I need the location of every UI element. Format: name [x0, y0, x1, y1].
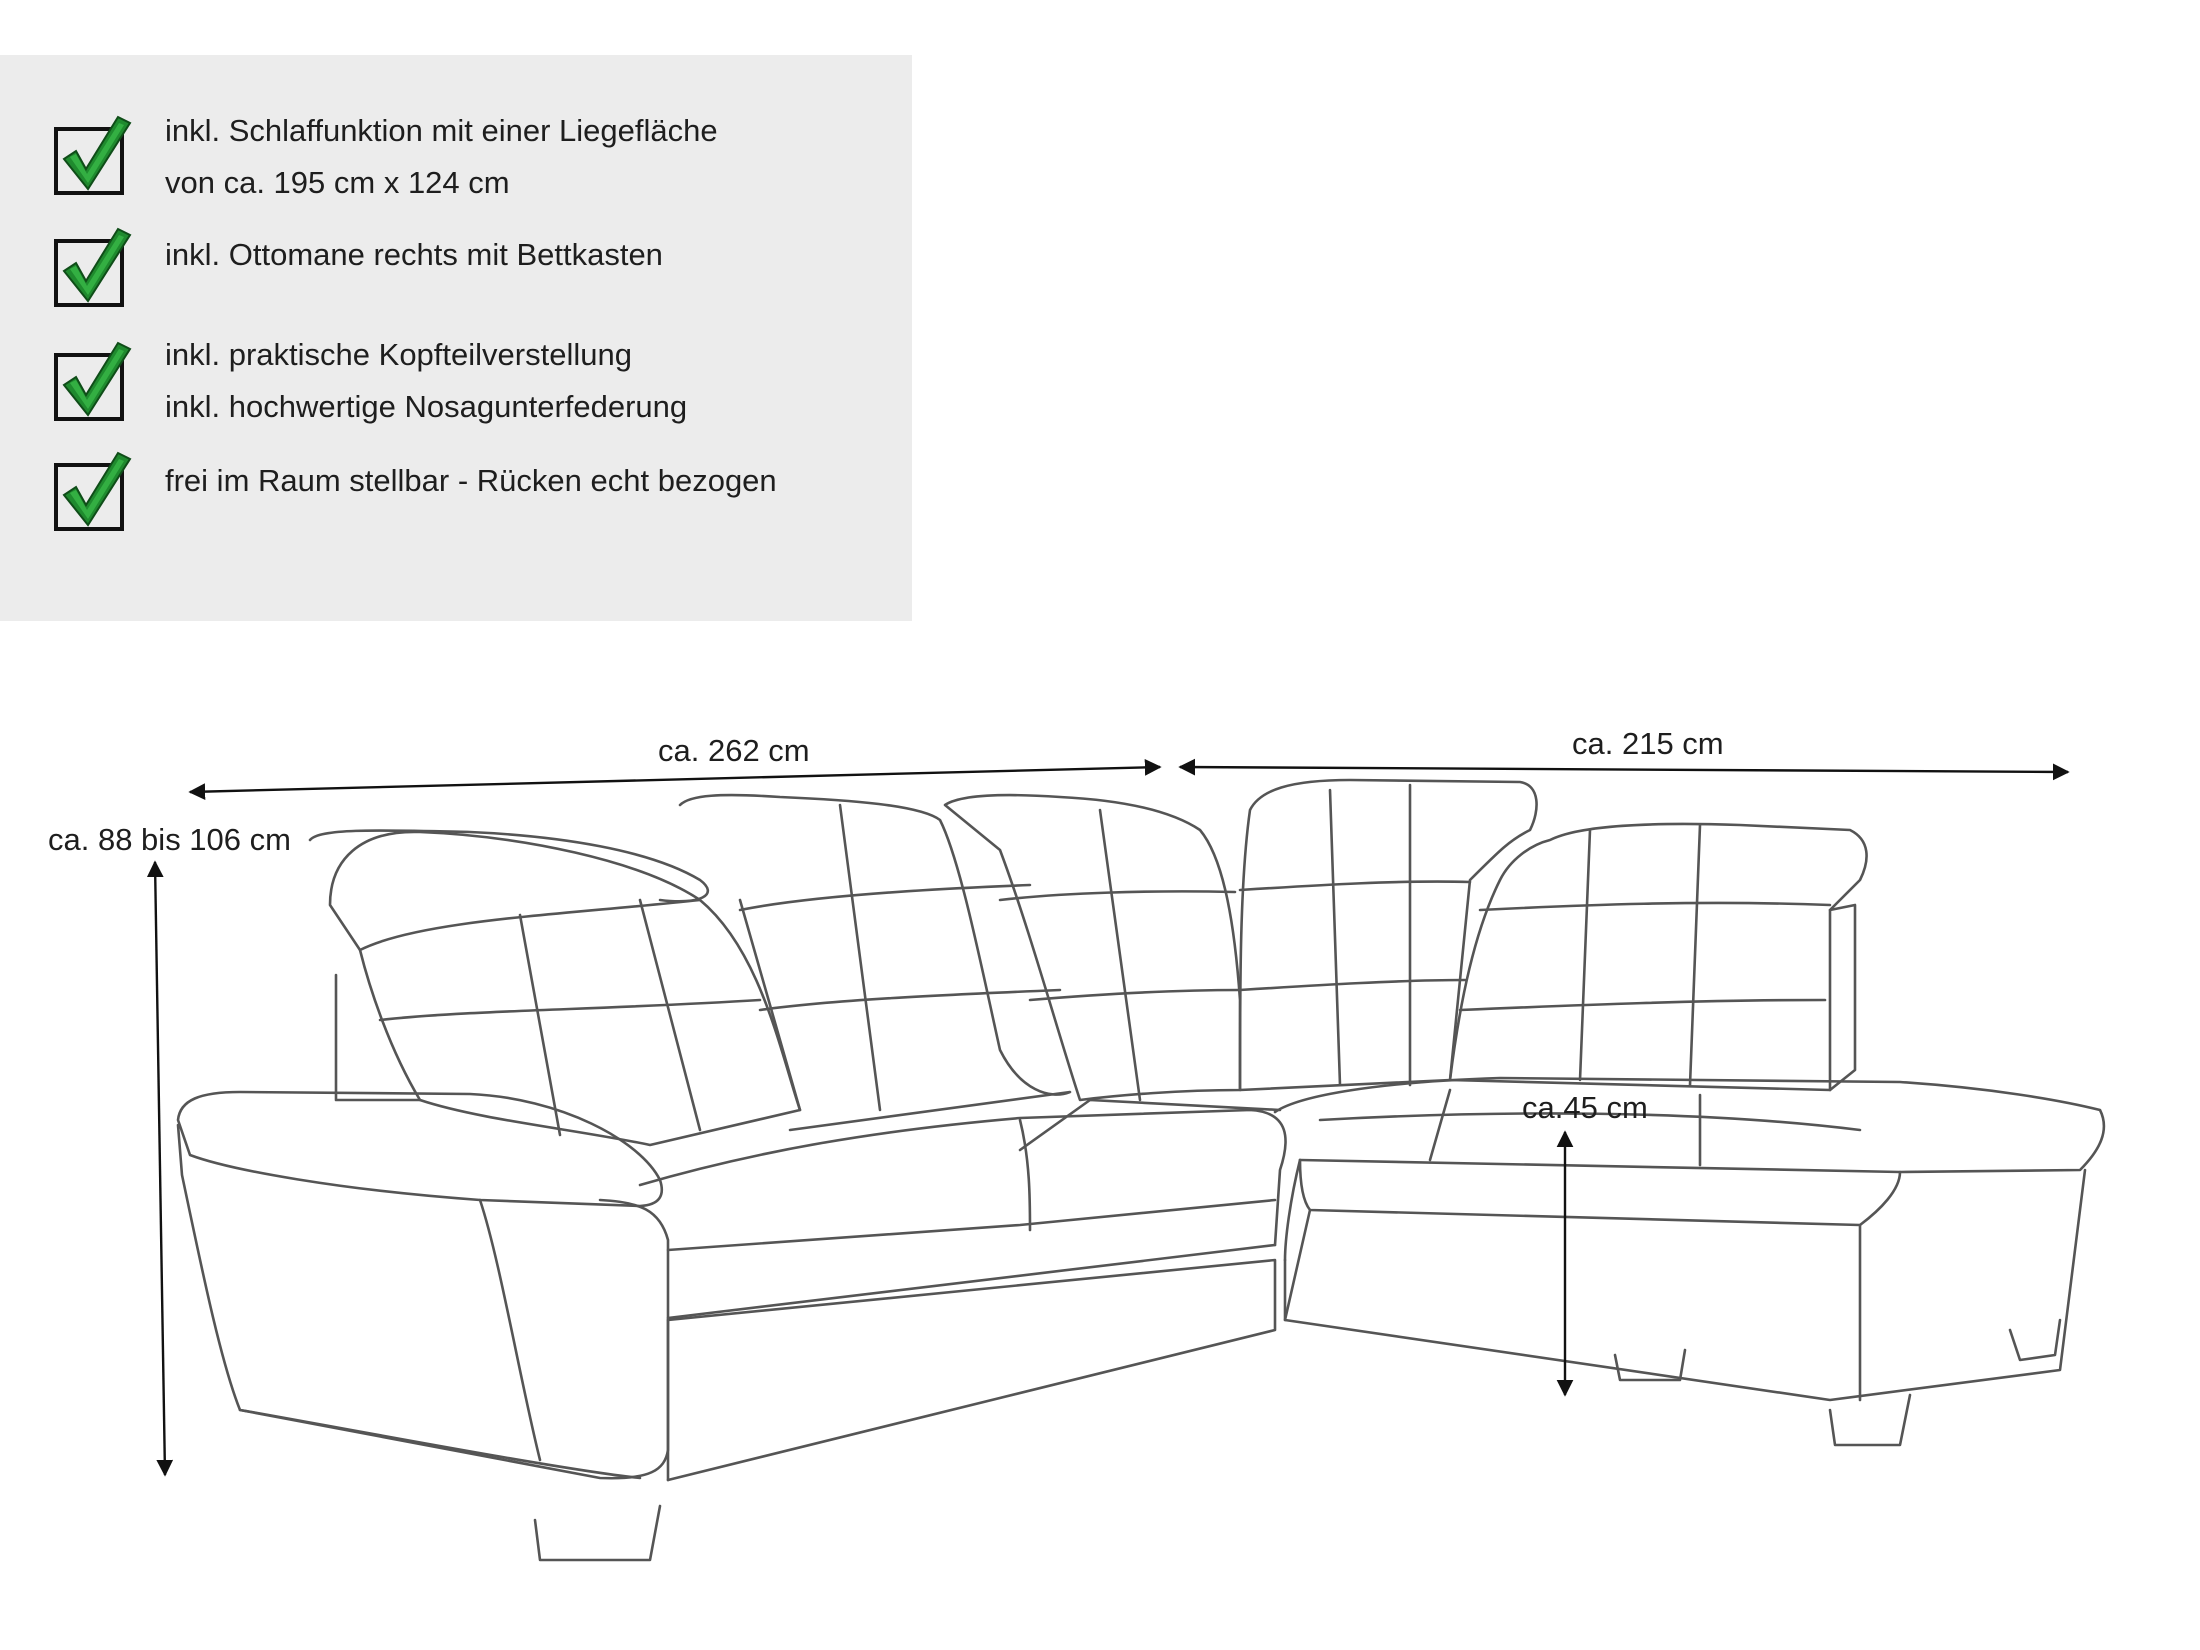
height-arrow [155, 862, 165, 1475]
feature-line: inkl. hochwertige Nosagunterfederung [165, 389, 688, 424]
feature-line: frei im Raum stellbar - Rücken echt bezogen [165, 463, 777, 498]
height-label: ca. 88 bis 106 cm [48, 822, 291, 857]
width-left-arrow [190, 767, 1160, 792]
feature-line: inkl. praktische Kopfteilverstellung [165, 337, 632, 372]
seat-height-label: ca.45 cm [1522, 1090, 1648, 1125]
feature-line: inkl. Schlaffunktion mit einer Liegefläche [165, 113, 718, 148]
feature-line: inkl. Ottomane rechts mit Bettkasten [165, 237, 663, 272]
width-right-label: ca. 215 cm [1572, 726, 1724, 761]
width-right-arrow [1180, 767, 2068, 772]
feature-line: von ca. 195 cm x 124 cm [165, 165, 510, 200]
width-left-label: ca. 262 cm [658, 733, 810, 768]
